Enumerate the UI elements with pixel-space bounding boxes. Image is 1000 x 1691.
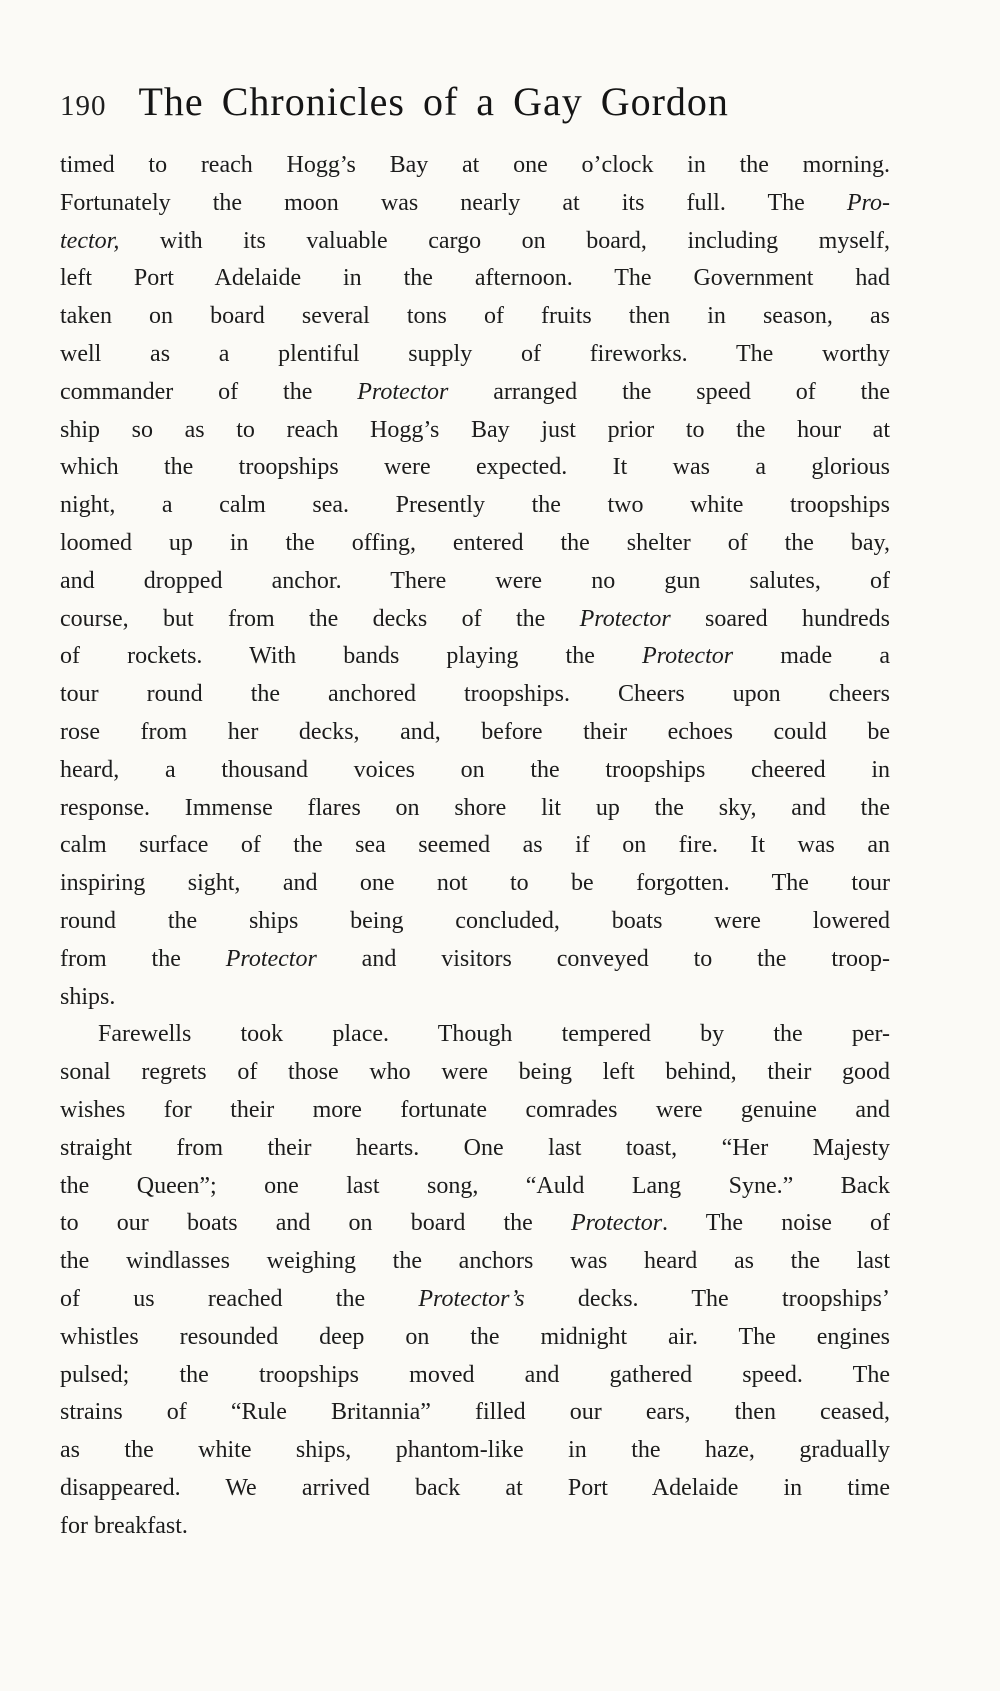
text-segment: loomed up in the offing, entered the shelter of the bay, [60, 529, 890, 556]
text-segment: calm surface of the sea seemed as if on fire. It was an [60, 832, 890, 859]
ship-name-italic: Protector [225, 945, 317, 972]
ship-name-italic: Protector [579, 605, 671, 632]
text-segment: rose from her decks, and, before their echoes could be [60, 718, 890, 745]
text-segment: and visitors conveyed to the troop- [316, 945, 890, 972]
text-segment: left Port Adelaide in the afternoon. The Government had [60, 265, 890, 292]
text-line [60, 449, 890, 487]
text-segment: commander of the [60, 378, 358, 405]
text-line [60, 374, 890, 412]
text-line [60, 1281, 890, 1319]
running-title: The Chronicles of a Gay Gordon [138, 79, 729, 124]
text-line [60, 563, 890, 601]
text-segment: straight from their hearts. One last toast, “Her Majesty [60, 1134, 890, 1161]
body-text [60, 147, 890, 1545]
text-segment: well as a plentiful supply of fireworks. The worthy [60, 340, 890, 367]
text-segment: made a [733, 643, 890, 670]
page-header [60, 78, 890, 125]
ship-name-italic: Protector [357, 378, 449, 405]
text-segment: course, but from the decks of the [60, 605, 580, 632]
text-segment: Farewells took place. Though tempered by the per- [98, 1021, 890, 1048]
text-line [60, 676, 890, 714]
text-line [60, 714, 890, 752]
text-segment: with its valuable cargo on board, including myself, [119, 227, 890, 254]
text-line [60, 223, 890, 261]
text-line [60, 260, 890, 298]
text-line [60, 185, 890, 223]
text-line [60, 1394, 890, 1432]
text-segment: of us reached the [60, 1285, 419, 1312]
text-segment: round the ships being concluded, boats were lowered [60, 907, 890, 934]
text-line [60, 1357, 890, 1395]
text-segment: decks. The troopships’ [524, 1285, 890, 1312]
text-segment: pulsed; the troopships moved and gathered speed. The [60, 1361, 890, 1388]
text-line [60, 903, 890, 941]
text-segment: Fortunately the moon was nearly at its full. The [60, 189, 847, 216]
text-line [60, 638, 890, 676]
text-segment: sonal regrets of those who were being left behind, their good [60, 1059, 890, 1086]
text-line [60, 979, 890, 1017]
ship-name-italic: tector, [60, 227, 120, 254]
text-line [60, 1168, 890, 1206]
text-line [60, 1054, 890, 1092]
ship-name-italic: Protector [570, 1210, 663, 1237]
text-segment: to our boats and on board the [60, 1210, 571, 1237]
text-line [60, 336, 890, 374]
text-segment: timed to reach Hogg’s Bay at one o’clock in the morning. [60, 152, 890, 178]
text-line [60, 487, 890, 525]
text-line [60, 298, 890, 336]
text-line [60, 1470, 890, 1508]
text-line [60, 941, 890, 979]
ship-name-italic: Pro- [846, 189, 890, 216]
text-line [60, 1243, 890, 1281]
text-line [60, 1130, 890, 1168]
text-segment: tour round the anchored troopships. Cheers upon cheers [60, 681, 890, 708]
text-segment: heard, a thousand voices on the troopships cheered in [60, 756, 890, 783]
text-segment: disappeared. We arrived back at Port Adelaide in time [60, 1474, 890, 1501]
ship-name-italic: Protector [642, 643, 734, 670]
text-segment: ship so as to reach Hogg’s Bay just prior to the hour at [60, 416, 890, 443]
text-segment: from the [60, 945, 226, 972]
text-line [60, 601, 890, 639]
text-segment: response. Immense flares on shore lit up the sky, and the [60, 794, 890, 821]
text-line [60, 525, 890, 563]
text-segment: inspiring sight, and one not to be forgotten. The tour [60, 870, 890, 897]
text-segment: arranged the speed of the [448, 378, 891, 405]
text-segment: night, a calm sea. Presently the two white troopships [60, 492, 890, 519]
text-segment: as the white ships, phantom-like in the haze, gradually [60, 1437, 890, 1464]
text-line [60, 1016, 890, 1054]
text-line [60, 865, 890, 903]
text-line [60, 1092, 890, 1130]
text-segment: which the troopships were expected. It was a glorious [60, 454, 890, 481]
page-number: 190 [60, 90, 107, 122]
text-line [60, 412, 890, 450]
text-line [60, 147, 890, 185]
text-segment: strains of “Rule Britannia” filled our ears, then ceased, [60, 1399, 890, 1426]
text-segment: wishes for their more fortunate comrades were genuine and [60, 1096, 890, 1123]
text-segment: the Queen”; one last song, “Auld Lang Syne.” Back [60, 1172, 890, 1199]
text-segment: and dropped anchor. There were no gun salutes, of [60, 567, 890, 594]
text-line [60, 1205, 890, 1243]
text-segment: taken on board several tons of fruits then in season, as [60, 303, 890, 330]
text-line [60, 790, 890, 828]
text-line [60, 1319, 890, 1357]
text-segment: for breakfast. [60, 1512, 188, 1539]
text-segment: the windlasses weighing the anchors was heard as the last [60, 1248, 890, 1275]
text-line [60, 827, 890, 865]
ship-name-italic: Protector’s [418, 1285, 525, 1312]
text-segment: whistles resounded deep on the midnight air. The engines [60, 1323, 890, 1350]
text-segment: . The noise of [662, 1210, 891, 1237]
text-line [60, 1508, 890, 1546]
text-segment: soared hundreds [670, 605, 891, 632]
text-line [60, 1432, 890, 1470]
text-line [60, 752, 890, 790]
text-segment: ships. [60, 983, 116, 1010]
text-segment: of rockets. With bands playing the [60, 643, 642, 670]
